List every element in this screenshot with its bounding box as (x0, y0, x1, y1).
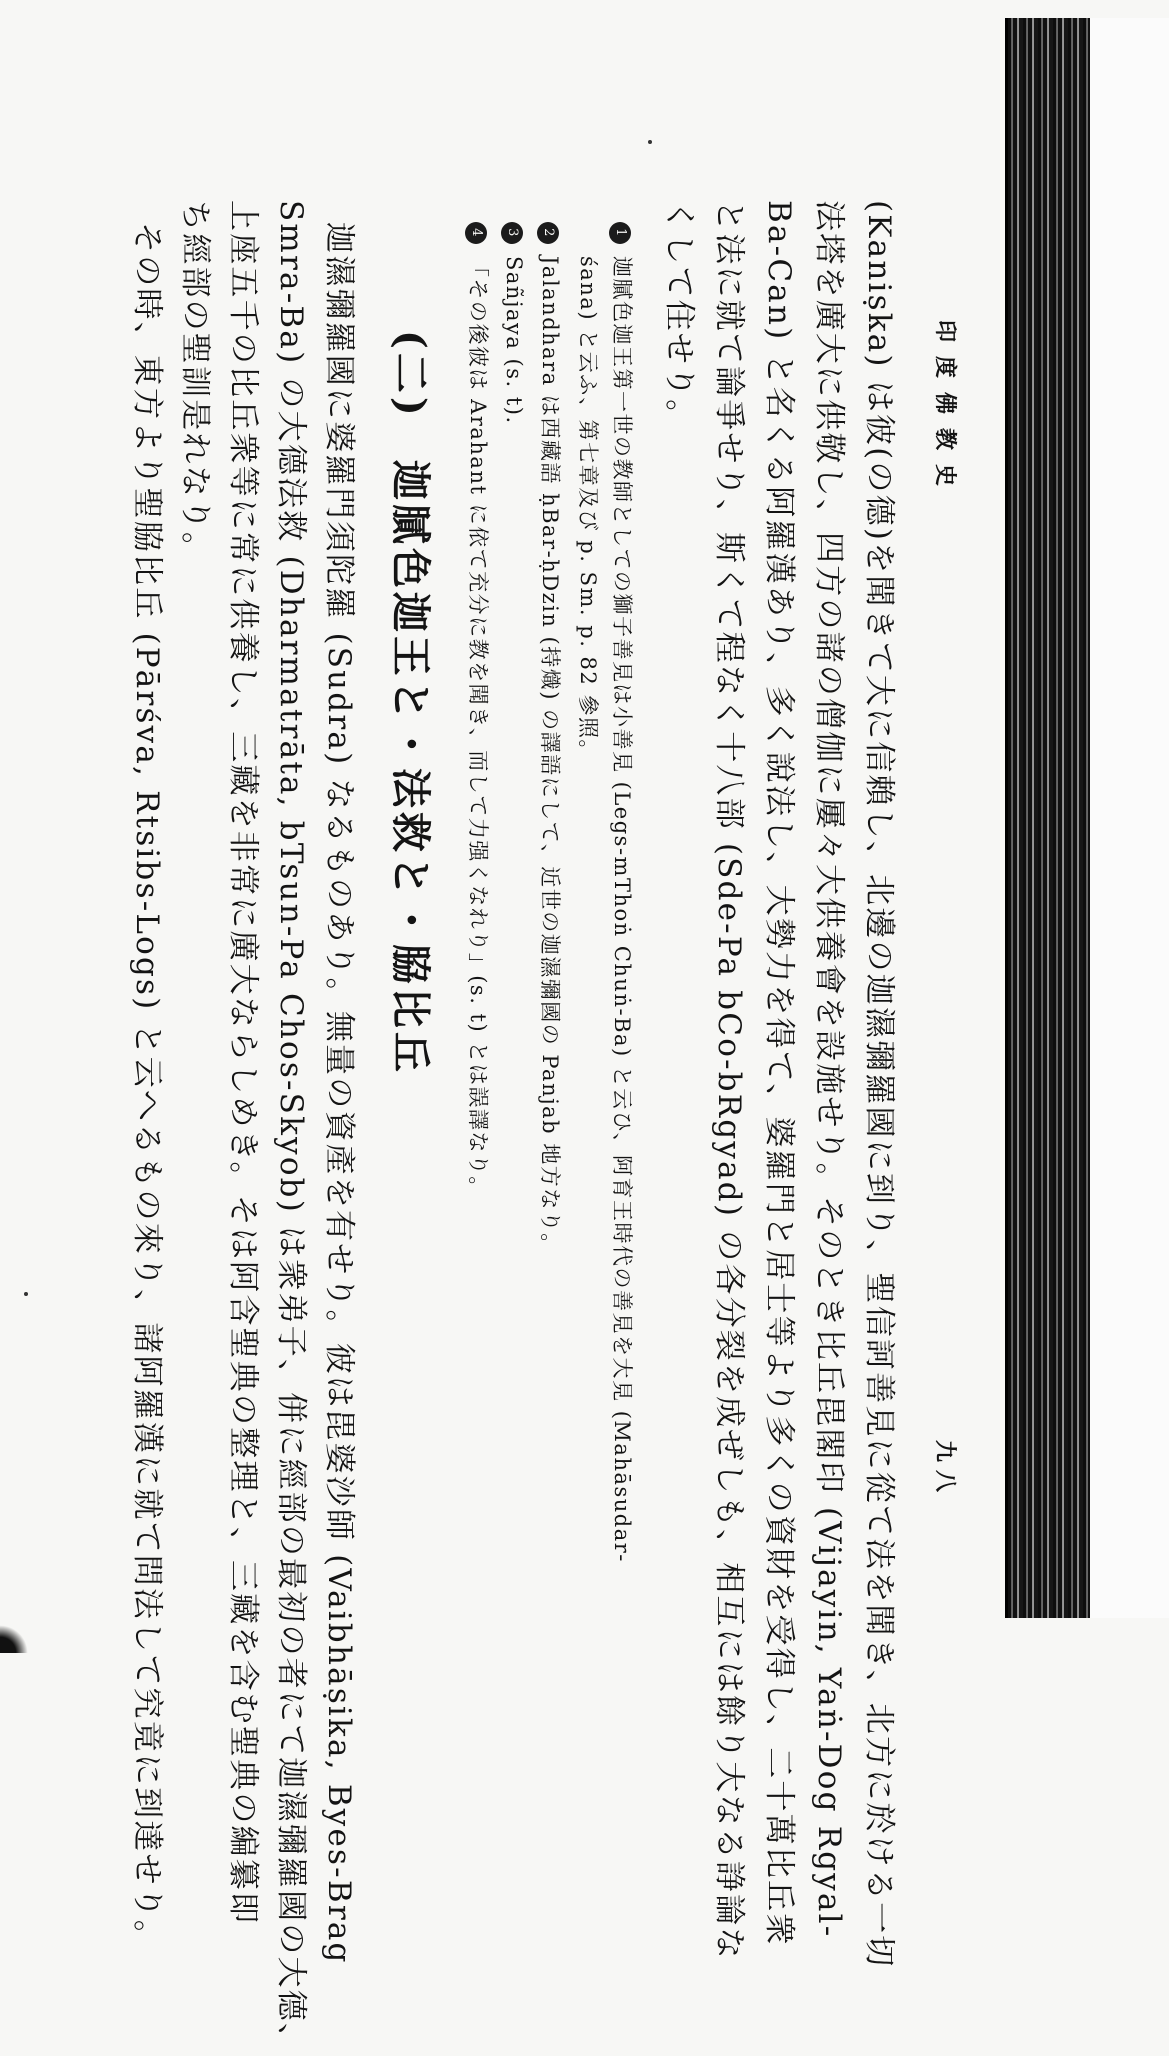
footnote-text: 迦膩色迦王第一世の教師としての獅子善見は小善見 (Legs-mThoṅ Chuṅ-Ba) と云ひ、阿育王時代の善見を大見 (Mahāsudar- (610, 256, 634, 1563)
section-line: Smra-Ba) の大德法救 (Dharmatrāta, bTsun-Pa Chos-Skyob) は衆弟子、併に經部の最初の者にて迦濕彌羅國の大德、 (273, 200, 309, 2056)
footnote-2 (538, 222, 561, 1256)
footnote-text: Sañjaya (s. t). (502, 256, 526, 425)
footnote-text: Jalandhara は西藏語 ḥBar-ḥDzin (持熾) の譯語にして、近世の迦濕彌國の Panjab 地方なり。 (538, 256, 562, 1256)
section-line: ち經部の聖訓是れなり。 (177, 200, 213, 566)
section-line: 上座五千の比丘衆等に常に供養し、三藏を非常に廣大ならしめき。そは阿含聖典の整理と、三藏を含む聖典の編纂即 (225, 200, 261, 1926)
body-line: と法に就て論爭せり、斯くて程なく十八部 (Sde-Pa bCo-bRgyad) の各分裂を成ぜしも、相互には餘り大なる諍論な (711, 200, 747, 1961)
section-line: 迦濕彌羅國に婆羅門須陀羅 (Sudra) なるものあり。無量の資產を有せり。彼は毘婆沙師 (Vaibhāṣika, Byes-Brag (321, 222, 357, 1965)
page-header (926, 200, 962, 1560)
corner-shadow (0, 1625, 28, 1653)
footnote-3 (502, 222, 525, 425)
footnote-text: 「その後彼は Arahant に依て充分に教を聞き、而して力强くなれり」(s. t) とは誤譯なり。 (466, 256, 490, 1199)
body-line: くして住せり。 (661, 200, 697, 433)
page-number: 九八 (932, 1439, 958, 1500)
footnote-1 (610, 222, 633, 1563)
section-title: 迦膩色迦王と・法救と・脇比丘 (387, 459, 434, 1076)
footnote-marker: 3 (502, 222, 524, 244)
body-line: (Kaniṣka) は彼(の德)を聞きて大に信賴し、北邊の迦濕彌羅國に到り、聖信訶善見に從て法を聞き、北方に於ける一切 (861, 200, 897, 1969)
footnote-marker: 1 (610, 222, 632, 244)
body-line: 法塔を廣大に供敬し、四方の諸の僧伽に屢々大供養會を設施せり。そのとき比丘毘閣印 (Vijayin, Yaṅ-Dog Rgyal- (811, 200, 847, 1939)
footnote-marker: 4 (466, 222, 488, 244)
footnote-4 (466, 222, 489, 1199)
footnote-marker: 2 (538, 222, 560, 244)
book-edge-margin (1090, 18, 1169, 1618)
section-line: その時、東方より聖脇比丘 (Pārśva, Rtsibs-Logs) と云へるもの來り、諸阿羅漢に就て問法して究竟に到達せり。 (129, 222, 165, 1954)
scan-speck (24, 1292, 28, 1296)
running-title: 印度佛教史 (932, 320, 958, 501)
scan-speck (648, 140, 652, 144)
rotated-text-block (129, 130, 990, 2056)
footnote-1-continued: śana) と云ふ、第七章及び p. Sm. p. 82 參照。 (576, 256, 600, 762)
section-heading (387, 330, 434, 1076)
section-number: (二) (387, 330, 434, 420)
body-line: Ba-Can) と名くる阿羅漢あり、多く說法し、大勢力を得て、婆羅門と居士等より多くの資財を受得し、二十萬比丘衆 (761, 200, 797, 1947)
